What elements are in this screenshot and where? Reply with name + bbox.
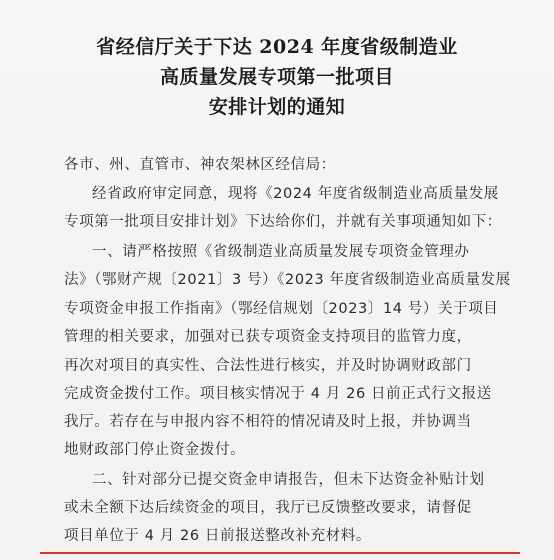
paragraph-line: 经省政府审定同意，现将《2024 年度省级制造业高质量发展 — [92, 186, 499, 202]
paragraph-line: 专项资金申报工作指南》（鄂经信规划〔2023〕14 号）关于项目 — [64, 301, 499, 317]
salutation: 各市、州、直管市、神农架林区经信局： — [64, 157, 336, 173]
paragraph-line: 地财政部门停止资金拨付。 — [64, 442, 246, 458]
document-title-line-3: 安排计划的通知 — [208, 96, 346, 118]
paragraph-line: 或未全额下达后续资金的项目，我厅已反馈整改要求，请督促 — [64, 500, 472, 516]
red-divider-rule — [40, 552, 520, 554]
paragraph-line: 完成资金拨付工作。项目核实情况于 4 月 26 日前正式行文报送 — [64, 386, 492, 402]
paragraph-line: 再次对项目的真实性、合法性进行核实，并及时协调财政部门 — [64, 358, 472, 374]
paragraph-line: 专项第一批项目安排计划》下达给你们，并就有关事项通知如下： — [64, 214, 502, 230]
document-title-line-1: 省经信厅关于下达 2024 年度省级制造业 — [96, 36, 458, 58]
paragraph-line: 法》（鄂财产规〔2021〕3 号）《2023 年度省级制造业高质量发展 — [64, 272, 511, 288]
paragraph-line: 管理的相关要求，加强对已获专项资金支持项目的监管力度， — [64, 329, 472, 345]
document-title-line-2: 高质量发展专项第一批项目 — [159, 66, 394, 88]
paragraph-line: 我厅。若存在与申报内容不相符的情况请及时上报，并协调当 — [64, 414, 472, 430]
paragraph-line: 项目单位于 4 月 26 日前报送整改补充材料。 — [64, 528, 372, 544]
paragraph-line: 二、针对部分已提交资金申请报告，但未下达资金补贴计划 — [92, 472, 485, 488]
paragraph-line: 一、请严格按照《省级制造业高质量发展专项资金管理办 — [92, 244, 470, 260]
